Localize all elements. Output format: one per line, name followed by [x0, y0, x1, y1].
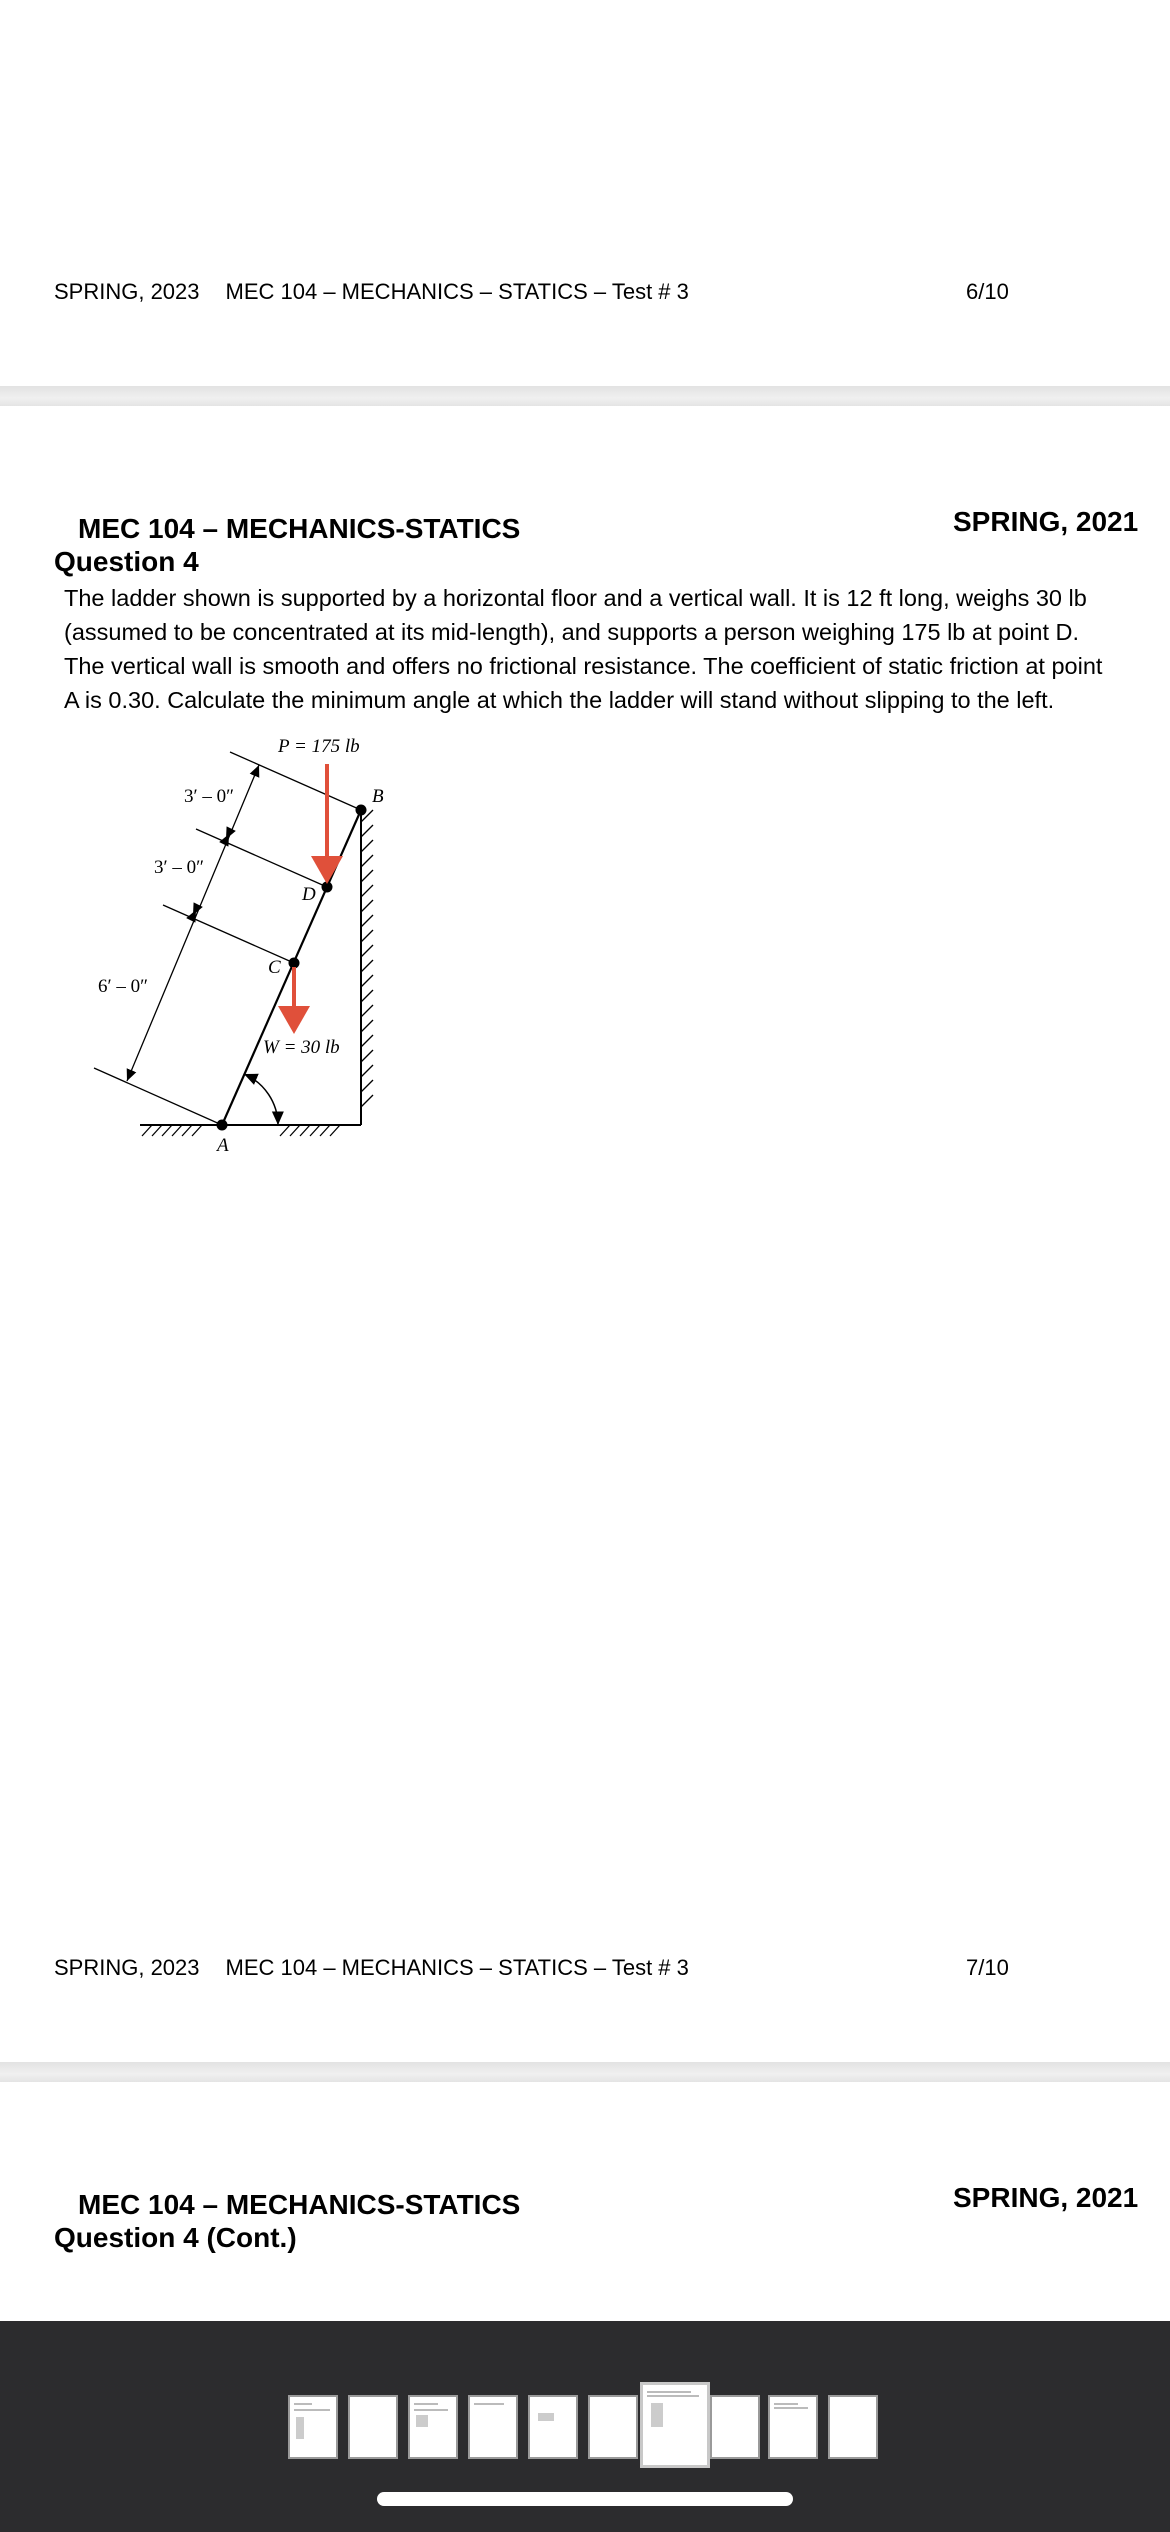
- question-title: Question 4 (Cont.): [54, 2222, 297, 2253]
- page-course-header: MEC 104 – MECHANICS-STATICS: [78, 2189, 521, 2220]
- home-indicator[interactable]: [377, 2492, 793, 2506]
- point-a-label: A: [217, 1135, 229, 1156]
- wall: [361, 810, 373, 1125]
- footer-course: MEC 104 – MECHANICS – STATICS – Test # 3: [225, 1955, 689, 1980]
- page-thumbnail[interactable]: [588, 2395, 638, 2459]
- page-thumbnail[interactable]: [288, 2395, 338, 2459]
- point-c-label: C: [268, 957, 281, 978]
- load-w-label: W = 30 lb: [263, 1037, 340, 1058]
- footer-course: MEC 104 – MECHANICS – STATICS – Test # 3: [225, 279, 689, 304]
- page-thumbnail-active[interactable]: [640, 2382, 710, 2468]
- page-thumbnail[interactable]: [408, 2395, 458, 2459]
- page6-footer: [54, 279, 689, 305]
- question-title: Question 4: [54, 546, 199, 577]
- page7-footer: [54, 1955, 689, 1981]
- problem-line: (assumed to be concentrated at its mid-length), and supports a person weighing 175 lb at point D.: [64, 619, 1080, 645]
- dim-bottom-label: 6′ – 0″: [98, 976, 149, 997]
- angle-arc: [244, 1074, 278, 1125]
- problem-line: The ladder shown is supported by a horizontal floor and a vertical wall. It is 12 ft long, weighs 30 lb: [64, 585, 1087, 611]
- page-thumbnail[interactable]: [468, 2395, 518, 2459]
- point-b-marker: [356, 805, 367, 816]
- dim-middle-label: 3′ – 0″: [154, 857, 205, 878]
- problem-line: A is 0.30. Calculate the minimum angle at which the ladder will stand without slipping to the left.: [64, 687, 1055, 713]
- page-term-header: SPRING, 2021: [953, 506, 1139, 537]
- page6-number: 6/10: [966, 279, 1009, 304]
- load-p-label: P = 175 lb: [278, 736, 360, 757]
- point-a-marker: [217, 1120, 228, 1131]
- dim-top-label: 3′ – 0″: [184, 786, 235, 807]
- page-term-header: SPRING, 2021: [953, 2182, 1139, 2213]
- floor: [140, 1125, 361, 1136]
- problem-statement: [64, 581, 1170, 717]
- page-thumbnail[interactable]: [768, 2395, 818, 2459]
- dimension-line: [127, 765, 259, 1081]
- page-thumbnail[interactable]: [710, 2395, 760, 2459]
- point-d-marker: [322, 882, 333, 893]
- point-b-label: B: [372, 786, 384, 807]
- footer-term: SPRING, 2023: [54, 279, 200, 304]
- footer-term: SPRING, 2023: [54, 1955, 200, 1980]
- page-separator: [0, 2062, 1170, 2082]
- point-d-label: D: [302, 884, 316, 905]
- problem-line: The vertical wall is smooth and offers no frictional resistance. The coefficient of static friction at point: [64, 653, 1103, 679]
- extension-lines: [94, 752, 361, 1125]
- page-thumbnail[interactable]: [348, 2395, 398, 2459]
- page-thumbnail[interactable]: [528, 2395, 578, 2459]
- page-course-header: MEC 104 – MECHANICS-STATICS: [78, 513, 521, 544]
- point-c-marker: [289, 958, 300, 969]
- page7-number: 7/10: [966, 1955, 1009, 1980]
- page-separator: [0, 386, 1170, 406]
- ladder-diagram: [80, 722, 420, 1162]
- page-thumbnail[interactable]: [828, 2395, 878, 2459]
